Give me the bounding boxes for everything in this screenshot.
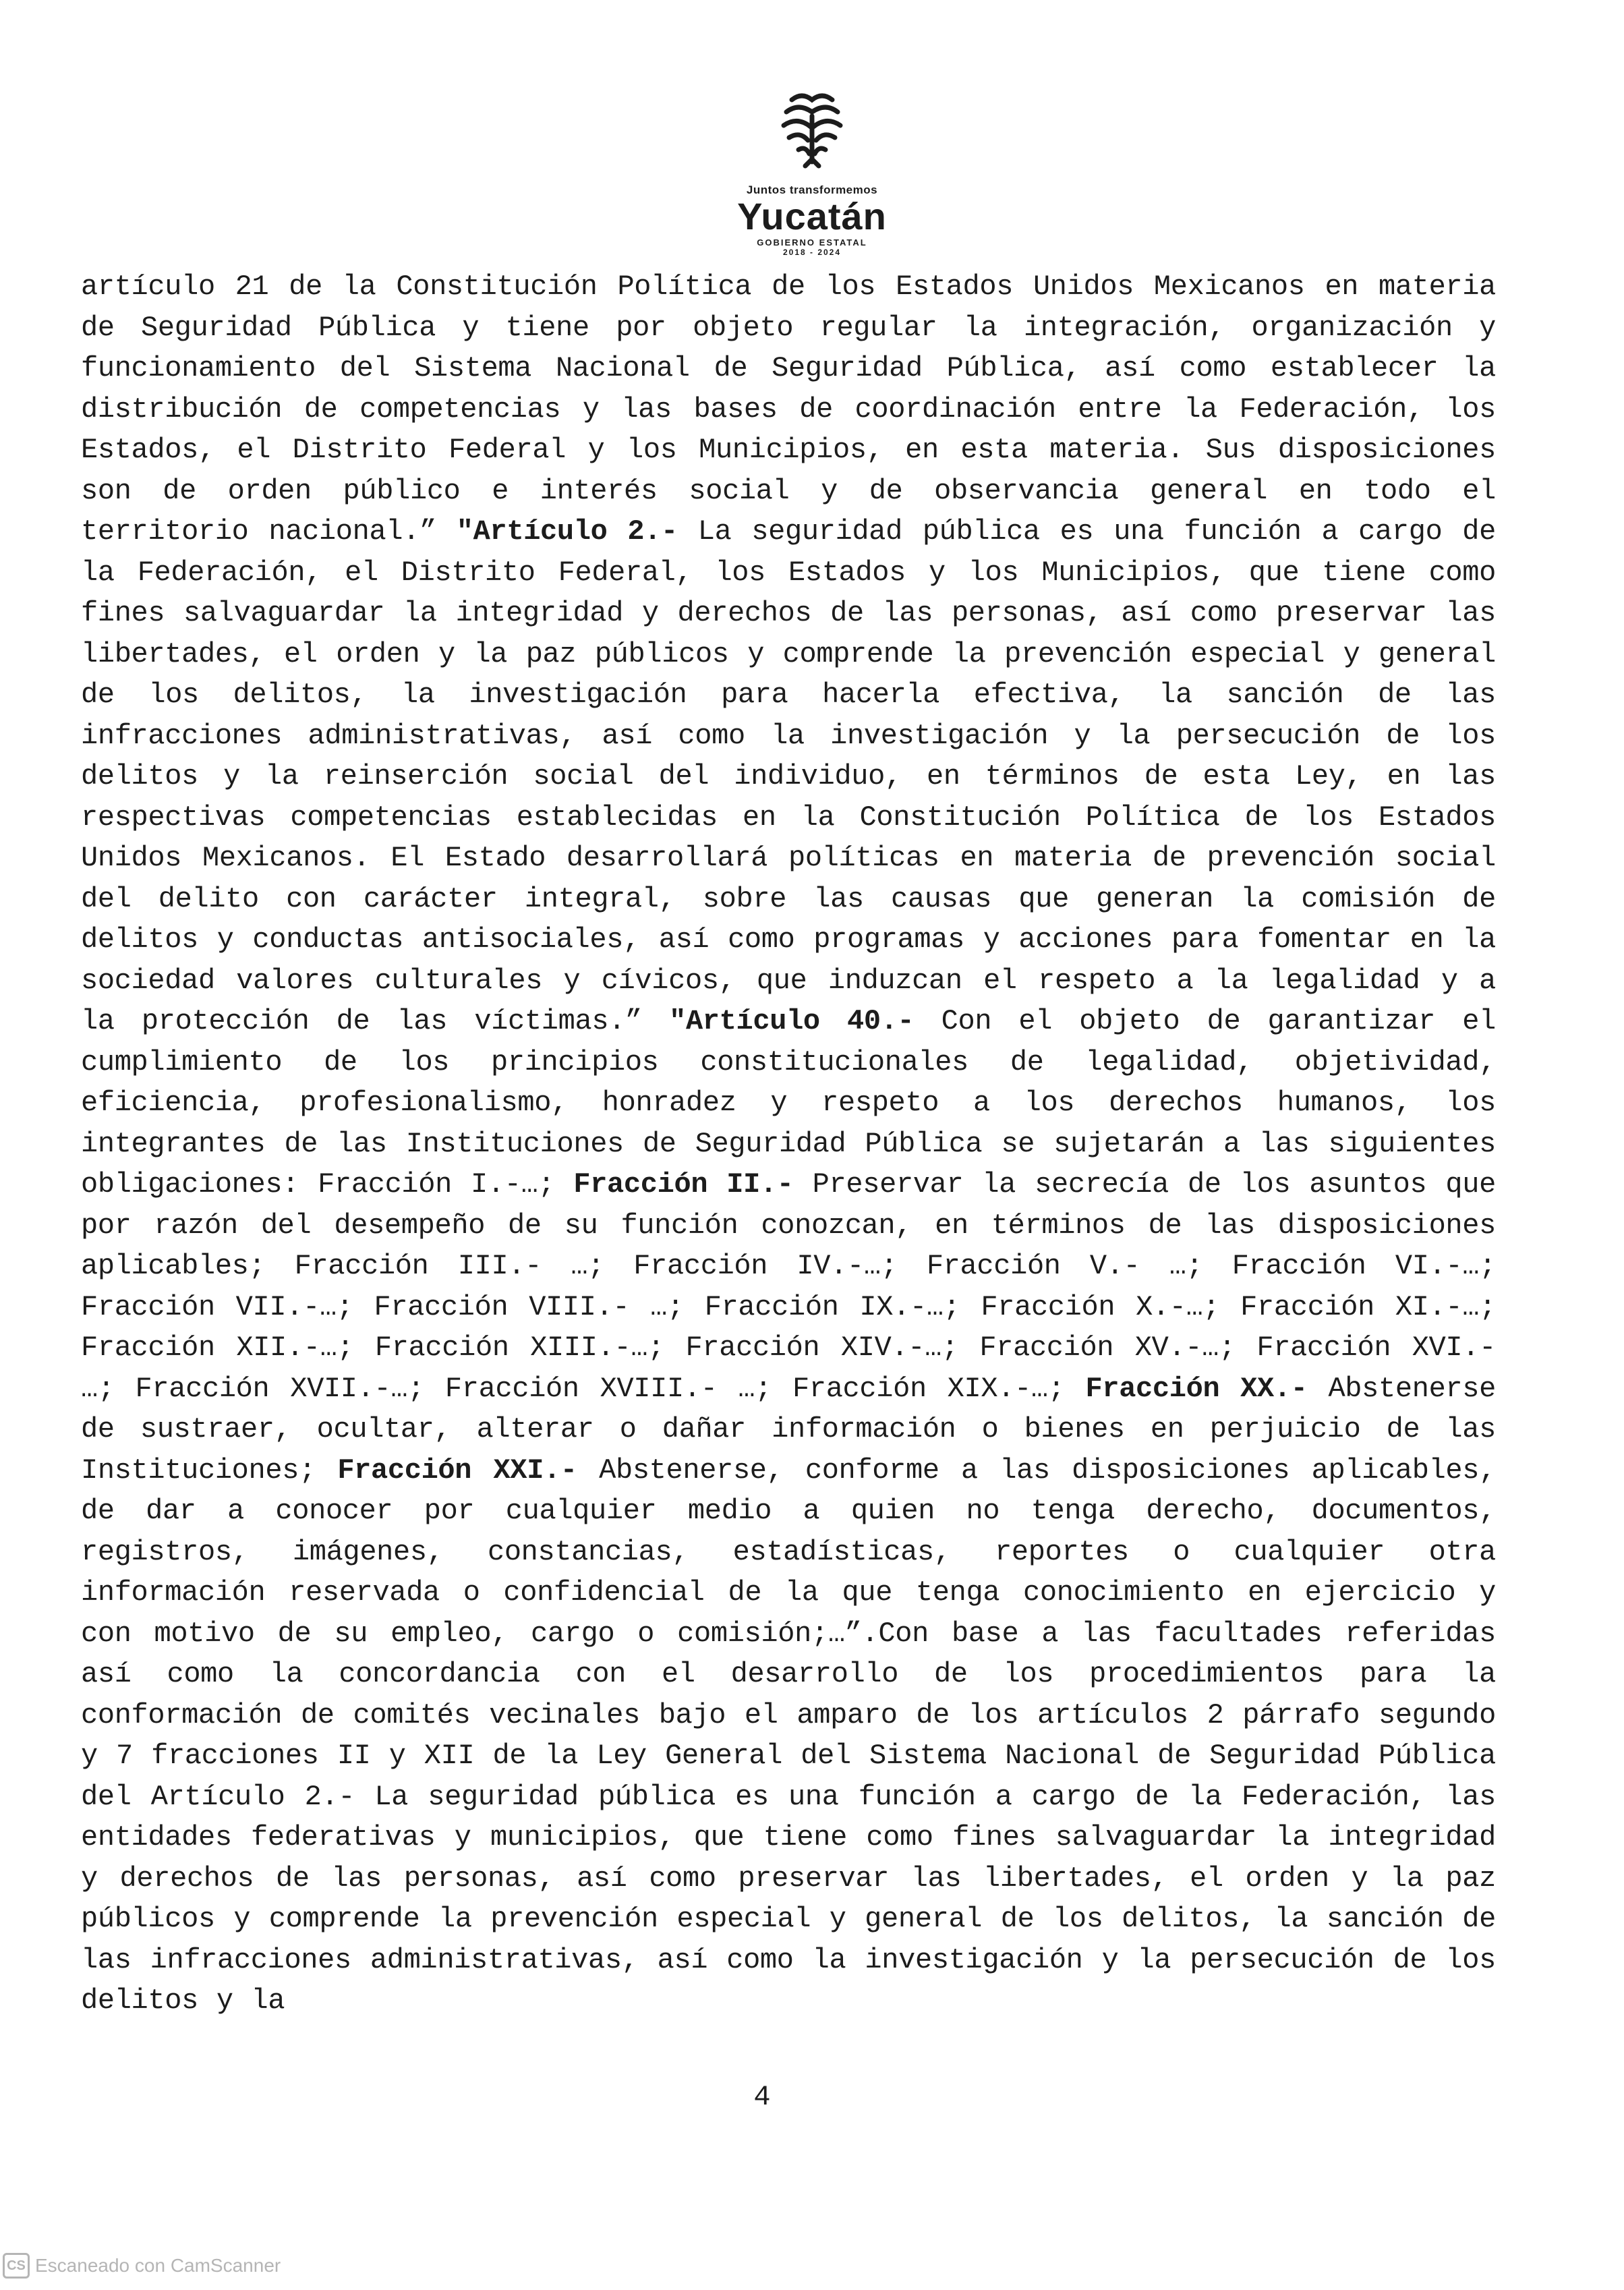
fraction-label: Fracción XX.-: [1085, 1372, 1308, 1405]
article-label: "Artículo 40.-: [669, 1005, 915, 1037]
logo-years: 2018 - 2024: [782, 248, 842, 257]
fraction-label: Fracción XXI.-: [337, 1454, 577, 1487]
body-text-segment: Con el objeto de garantizar el cumplimiento de los principios constitucionales de legalidad, objetividad, eficiencia, profesionalismo, honradez y respeto a los derechos humanos, los integrantes de las Instituciones de Seguridad Pública se sujetarán a las siguientes obligaciones: Fracción I.-…;: [81, 1005, 1496, 1201]
fraction-label: Fracción II.-: [573, 1168, 794, 1201]
body-text-segment: artículo 21 de la Constitución Política de los Estados Unidos Mexicanos en materia de Seguridad Pública y tiene por objeto regular la integración, organización y funcionamiento del Sistema Nacional de Seguridad Pública, así como establecer la distribución de competencias y las bases de coordinación entre la Federación, los Estados, el Distrito Federal y los Municipios, en esta materia. Sus disposiciones son de orden público e interés social y de observancia general en todo el territorio nacional.”: [81, 270, 1496, 548]
logo-subtitle: GOBIERNO ESTATAL: [757, 237, 867, 248]
page-number: 4: [753, 2081, 771, 2113]
body-text-segment: Abstenerse, conforme a las disposiciones aplicables, de dar a conocer por cualquier medio a quien no tenga derecho, documentos, registros, imágenes, constancias, estadísticas, reportes o cualquier otra información reservada o confidencial de la que tenga conocimiento en ejercicio y con motivo de su empleo, cargo o comisión;…”.Con base a las facultades referidas así como la concordancia con el desarrollo de los procedimientos para la conformación de comités vecinales bajo el amparo de los artículos 2 párrafo segundo y 7 fracciones II y XII de la Ley General del Sistema Nacional de Seguridad Pública del Artículo 2.- La seguridad pública es una función a cargo de la Federación, las entidades federativas y municipios, que tiene como fines salvaguardar la integridad y derechos de las personas, así como preservar las libertades, el orden y la paz públicos y comprende la prevención especial y general de los delitos, la sanción de las infracciones administrativas, así como la investigación y la persecución de los delitos y la: [81, 1454, 1496, 2017]
scanner-watermark: [3, 2253, 281, 2279]
yucatan-emblem-icon: [772, 86, 852, 174]
header-logo: [711, 86, 913, 257]
body-text-segment: Preservar la secrecía de los asuntos que por razón del desempeño de su función conozcan, en términos de las disposiciones aplicables; Fracción III.- …; Fracción IV.-…; Fracción V.- …; Fracción VI.-…; Fracción VII.-…; Fracción VIII.- …; Fracción IX.-…; Fracción X.-…; Fracción XI.-…; Fracción XII.-…; Fracción XIII.-…; Fracción XIV.-…; Fracción XV.-…; Fracción XVI.- …; Fracción XVII.-…; Fracción XVIII.- …; Fracción XIX.-…;: [81, 1168, 1496, 1405]
body-text-segment: Abstenerse de sustraer, ocultar, alterar o dañar información o bienes en perjuicio de las Instituciones;: [81, 1372, 1496, 1487]
logo-name: Yucatán: [737, 195, 887, 237]
body-text-segment: La seguridad pública es una función a cargo de la Federación, el Distrito Federal, los Estados y los Municipios, que tiene como fines salvaguardar la integridad y derechos de las personas, así como preservar las libertades, el orden y la paz públicos y comprende la prevención especial y general de los delitos, la investigación para hacerla efectiva, la sanción de las infracciones administrativas, así como la investigación y la persecución de los delitos y la reinserción social del individuo, en términos de esta Ley, en las respectivas competencias establecidas en la Constitución Política de los Estados Unidos Mexicanos. El Estado desarrollará políticas en materia de prevención social del delito con carácter integral, sobre las causas que generan la comisión de delitos y conductas antisociales, así como programas y acciones para fomentar en la sociedad valores culturales y cívicos, que induzcan el respeto a la legalidad y a la protección de las víctimas.”: [81, 515, 1496, 1037]
document-body: [81, 266, 1496, 2022]
article-label: "Artículo 2.-: [456, 515, 678, 548]
scanner-text: Escaneado con CamScanner: [35, 2255, 281, 2276]
camscanner-icon: CS: [3, 2253, 30, 2279]
logo-tagline: Juntos transformemos: [746, 183, 878, 196]
